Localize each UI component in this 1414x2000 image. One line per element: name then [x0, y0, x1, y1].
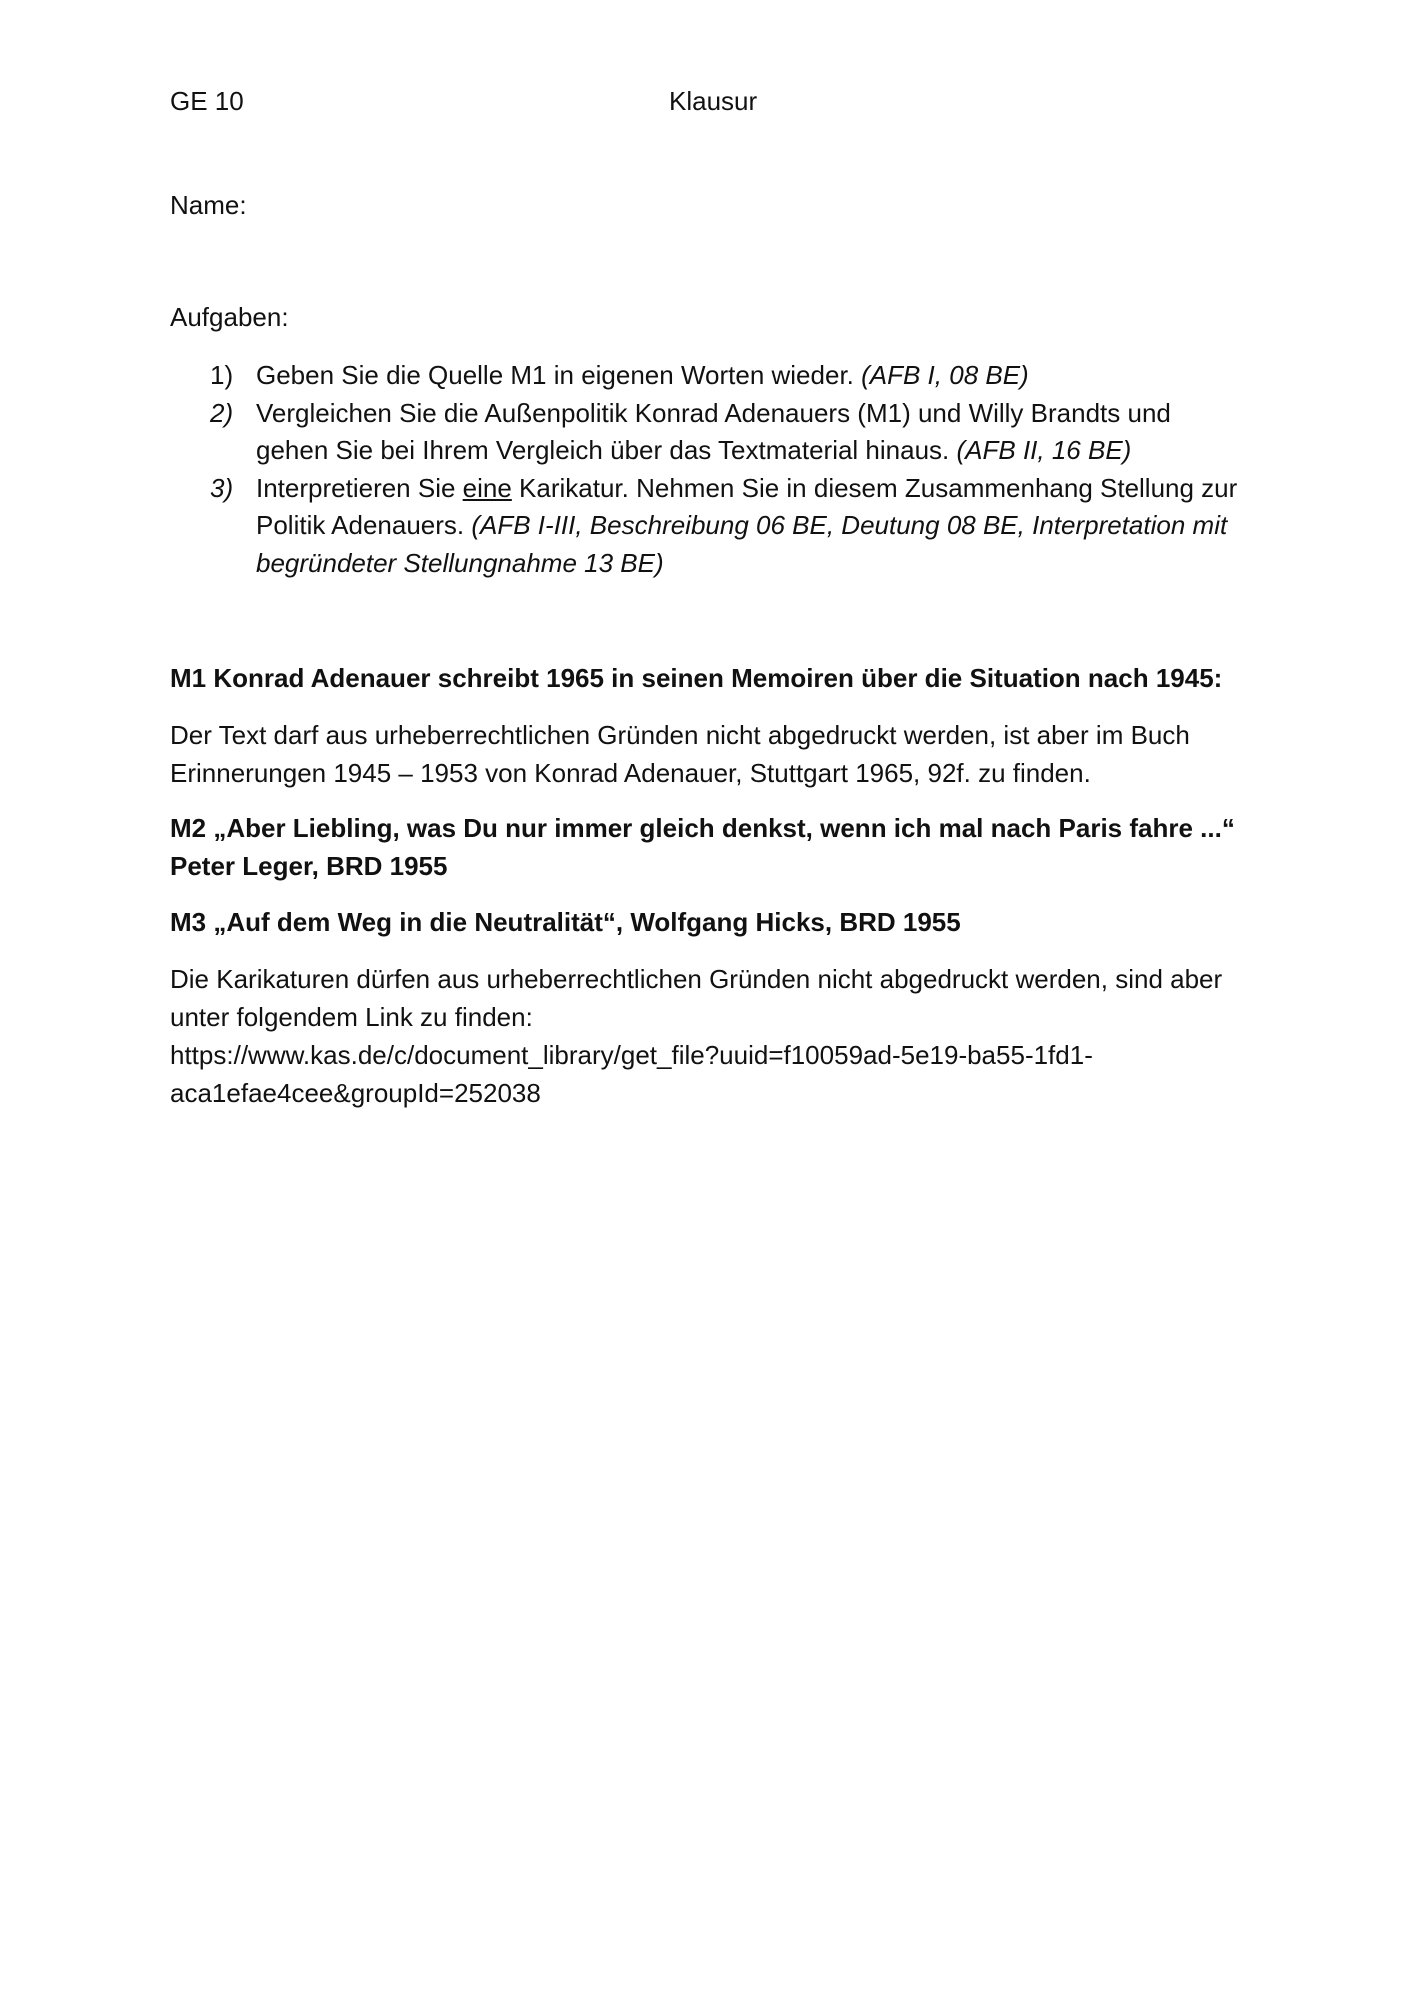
task-text: Geben Sie die Quelle M1 in eigenen Worten wieder. [256, 360, 862, 390]
task-list [170, 357, 1250, 582]
task-afb: (AFB I, 08 BE) [861, 360, 1029, 390]
task-number: 1) [210, 360, 234, 390]
m2-heading-line1: M2 „Aber Liebling, was Du nur immer gleich denkst, wenn ich mal nach Paris fahre ...“ [170, 813, 1235, 843]
task-number: 3) [210, 472, 234, 503]
task-text: Interpretieren Sie [256, 472, 463, 503]
m1-text: Der Text darf aus urheberrechtlichen Gründen nicht abgedruckt werden, ist aber im Buch Erinnerungen 1945 – 1953 von Konrad Adenauer, Stuttgart 1965, 92f. zu finden. [170, 720, 1190, 788]
m3-heading: M3 „Auf dem Weg in die Neutralität“, Wolfgang Hicks, BRD 1955 [170, 907, 961, 937]
task-afb: (AFB II, 16 BE) [956, 435, 1132, 465]
task-text: Vergleichen Sie die Außenpolitik Konrad Adenauers (M1) und Willy Brandts und gehen Sie bei Ihrem Vergleich über das Textmaterial hinaus. [256, 397, 1171, 465]
m2-heading [170, 809, 1250, 885]
cartoon-note [170, 960, 1250, 1112]
tasks-heading: Aufgaben: [170, 302, 289, 332]
m1-heading: M1 Konrad Adenauer schreibt 1965 in seinen Memoiren über die Situation nach 1945: [170, 663, 1223, 693]
task-number: 2) [210, 397, 234, 428]
task-item-3 [170, 470, 1250, 583]
task-item-1 [170, 357, 1250, 395]
task-text-continued: Karikatur. Nehmen Sie in diesem Zusammenhang Stellung zur Politik Adenauers. [256, 472, 1238, 540]
cartoon-link-line2[interactable]: aca1efae4cee&groupId=252038 [170, 1078, 541, 1108]
cartoon-note-text: Die Karikaturen dürfen aus urheberrechtlichen Gründen nicht abgedruckt werden, sind aber unter folgendem Link zu finden: [170, 964, 1223, 1032]
page-header [170, 86, 1244, 126]
m2-heading-line2: Peter Leger, BRD 1955 [170, 851, 448, 881]
document-title: Klausur [669, 86, 758, 116]
task-item-2 [170, 395, 1250, 470]
task-underlined-word: eine [462, 472, 512, 503]
name-label: Name: [170, 190, 247, 220]
task-afb: (AFB I-III, Beschreibung 06 BE, Deutung 08 BE, Interpretation mit begründeter Stellungnahme 13 BE) [256, 510, 1228, 578]
course-label: GE 10 [170, 86, 244, 116]
cartoon-link-line1[interactable]: https://www.kas.de/c/document_library/get_file?uuid=f10059ad-5e19-ba55-1fd1- [170, 1040, 1093, 1070]
